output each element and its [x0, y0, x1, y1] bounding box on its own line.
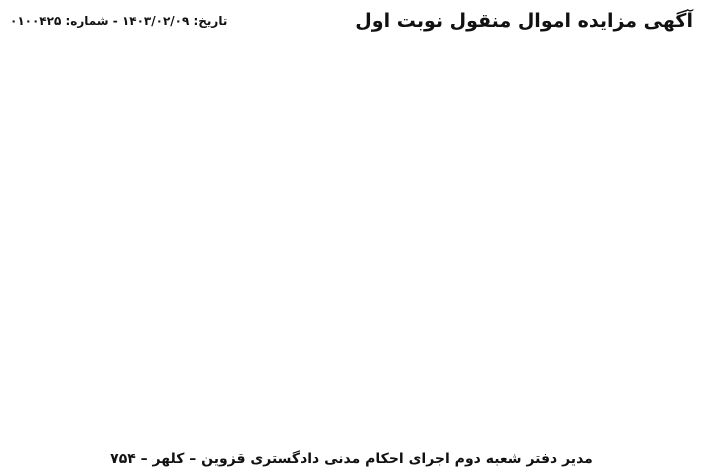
notice-title: آگهی مزایده اموال منقول نوبت اول — [355, 10, 693, 32]
signature-text: مدیر دفتر شعبه دوم اجرای احکام مدنی دادگستری قزوین – کلهر – ۷۵۴ — [110, 451, 593, 467]
signature-footer — [8, 446, 695, 472]
column-right — [471, 42, 693, 442]
column-left — [10, 42, 232, 442]
column-middle — [240, 42, 462, 442]
notice-header — [10, 6, 693, 36]
notice-body — [10, 42, 693, 442]
date-and-number: تاریخ: ۱۴۰۳/۰۲/۰۹ - شماره: ۰۱۰۰۴۲۵ — [10, 14, 228, 28]
